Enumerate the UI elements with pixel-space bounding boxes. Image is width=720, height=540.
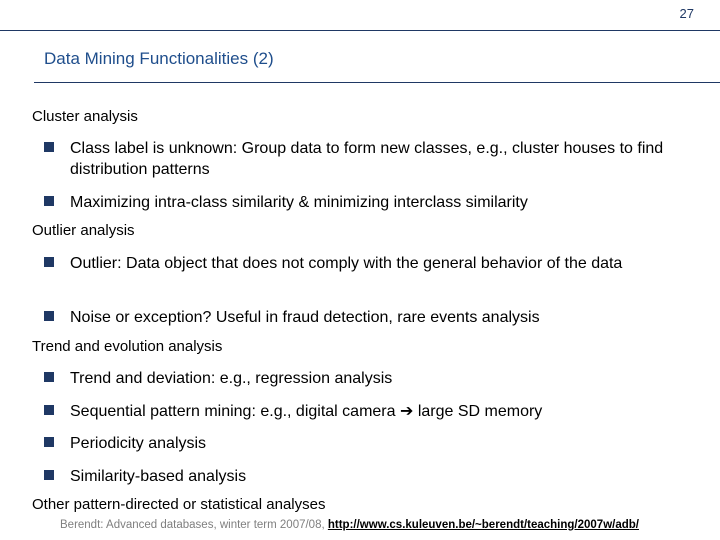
square-bullet-icon: [44, 372, 54, 382]
bullet-text: Noise or exception? Useful in fraud detection, rare events analysis: [70, 309, 540, 326]
section-heading-trend-and-evolution-analysis: Trend and evolution analysis: [32, 338, 223, 355]
bullet-text: Sequential pattern mining: e.g., digital camera ➔ large SD memory: [70, 403, 543, 420]
footer-link[interactable]: http://www.cs.kuleuven.be/~berendt/teaching/2007w/adb/: [327, 519, 639, 531]
square-bullet-icon: [44, 196, 54, 206]
page-number: 27: [679, 6, 694, 21]
bullet-text: Trend and deviation: e.g., regression analysis: [70, 370, 393, 387]
square-bullet-icon: [44, 311, 54, 321]
bullet-text: Outlier: Data object that does not comply with the general behavior of the data: [70, 255, 623, 272]
square-bullet-icon: [44, 437, 54, 447]
header-divider: [0, 30, 720, 31]
section-heading-other-analyses: Other pattern-directed or statistical analyses: [32, 496, 326, 513]
bullet-text: Similarity-based analysis: [70, 468, 247, 485]
bullet-text: Maximizing intra-class similarity & minimizing interclass similarity: [70, 194, 528, 211]
slide-title: Data Mining Functionalities (2): [44, 49, 274, 68]
section-heading-cluster-analysis: Cluster analysis: [32, 108, 138, 125]
title-divider: [34, 82, 720, 83]
footer-text: Berendt: Advanced databases, winter term 2007/08,: [60, 519, 328, 531]
bullet-text: Periodicity analysis: [70, 435, 207, 452]
square-bullet-icon: [44, 405, 54, 415]
square-bullet-icon: [44, 142, 54, 152]
bullet-text: Class label is unknown: Group data to form new classes, e.g., cluster houses to find distribution patterns: [70, 140, 664, 178]
section-heading-outlier-analysis: Outlier analysis: [32, 222, 135, 239]
square-bullet-icon: [44, 470, 54, 480]
square-bullet-icon: [44, 257, 54, 267]
footer: [60, 519, 639, 531]
